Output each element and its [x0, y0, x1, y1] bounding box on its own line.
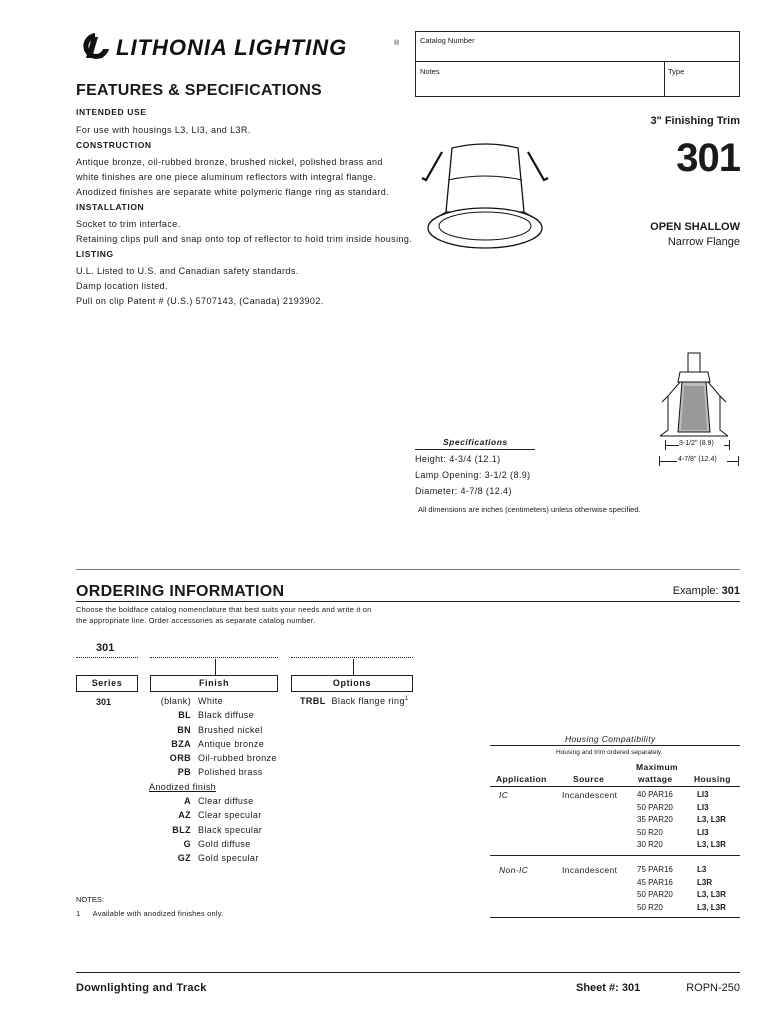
installation-heading: INSTALLATION — [76, 202, 145, 212]
housing-wattage: 50 R20 — [637, 902, 663, 912]
example-value: 301 — [721, 585, 740, 597]
product-subname: Narrow Flange — [667, 236, 740, 248]
finish-item-desc: Polished brass — [198, 767, 263, 778]
dimension-lamp-opening-label: 3-1/2" (8.9) — [679, 440, 714, 447]
finish-item-desc: Antique bronze — [198, 738, 265, 749]
housing-row — [490, 815, 740, 828]
anodized-finish-item-desc: Gold specular — [198, 853, 259, 864]
footer-sheet-number: Sheet #: 301 — [576, 982, 641, 994]
anodized-finish-item — [140, 810, 290, 824]
features-title: FEATURES & SPECIFICATIONS — [76, 82, 323, 99]
anodized-finish-item-desc: Clear specular — [198, 810, 262, 821]
trim-illustration — [412, 140, 562, 255]
option-code: TRBL — [300, 696, 326, 706]
housing-source: Incandescent — [562, 864, 618, 875]
option-desc: Black flange ring — [331, 696, 405, 706]
finish-item-blank: (blank) White — [160, 696, 224, 706]
finish-item — [140, 753, 290, 767]
footer-section-name: Downlighting and Track — [76, 982, 207, 994]
dimension-diameter-label: 4-7/8" (12.4) — [678, 456, 717, 463]
housing-row — [490, 803, 740, 816]
housing-housing: L3R — [697, 877, 713, 887]
anodized-finish-item — [140, 796, 290, 810]
housing-housing: L3, L3R — [697, 840, 726, 850]
dimension-lamp-opening — [665, 440, 730, 450]
anodized-finish-item-code: A — [184, 796, 191, 807]
option-footnote: 1 — [404, 696, 409, 702]
finish-item-code: ORB — [169, 753, 191, 764]
housing-housing: LI3 — [697, 827, 709, 837]
anodized-finish-item-code: AZ — [178, 810, 191, 821]
spec-height: Height: 4-3/4 (12.1) — [415, 454, 501, 464]
construction-text-1: Antique bronze, oil-rubbed bronze, brushed nickel, polished brass and — [76, 157, 383, 167]
intended-use-heading: INTENDED USE — [76, 107, 147, 117]
finish-item-code: BL — [178, 710, 191, 721]
product-number: 301 — [676, 136, 740, 180]
section-divider — [76, 569, 740, 570]
spec-diameter: Diameter: 4-7/8 (12.4) — [415, 486, 512, 496]
anodized-finish-item — [140, 853, 290, 867]
housing-compat-subtitle: Housing and trim ordered separately. — [556, 749, 663, 756]
notes-field[interactable]: Notes — [420, 67, 440, 76]
housing-wattage: 75 PAR16 — [637, 864, 673, 874]
housing-group — [490, 787, 740, 856]
series-column-header: Series — [76, 675, 138, 692]
finish-list — [140, 696, 290, 868]
anodized-finish-item-desc: Clear diffuse — [198, 796, 254, 807]
intended-use-text: For use with housings L3, LI3, and L3R. — [76, 125, 251, 135]
housing-row — [490, 890, 740, 903]
anodized-finish-item-code: GZ — [177, 853, 191, 864]
options-column-header: Options — [291, 675, 413, 692]
housing-housing: L3, L3R — [697, 902, 726, 912]
construction-text-3: Anodized finishes are separate white polymeric flange ring as standard. — [76, 187, 390, 197]
housing-wattage: 50 R20 — [637, 827, 663, 837]
housing-compat-title: Housing Compatibility — [565, 734, 656, 744]
housing-housing: L3, L3R — [697, 815, 726, 825]
housing-wattage: 50 PAR20 — [637, 802, 673, 812]
anodized-finish-item-desc: Black specular — [198, 824, 263, 835]
finishing-trim-label: 3" Finishing Trim — [650, 115, 740, 127]
installation-text-1: Socket to trim interface. — [76, 219, 181, 229]
finish-item — [140, 710, 290, 724]
spec-lamp-opening: Lamp Opening: 3-1/2 (8.9) — [415, 470, 531, 480]
dimensions-note: All dimensions are inches (centimeters) unless otherwise specified. — [418, 505, 641, 514]
listing-text-2: Damp location listed. — [76, 281, 168, 291]
finish-item-desc: Black diffuse — [198, 710, 255, 721]
finish-item-code: BN — [177, 724, 191, 735]
construction-heading: CONSTRUCTION — [76, 140, 152, 150]
anodized-finish-label: Anodized finish — [149, 781, 217, 792]
finish-item — [140, 767, 290, 781]
brand-name: LITHONIA LIGHTING — [116, 35, 348, 60]
listing-heading: LISTING — [76, 249, 114, 259]
dimension-diameter — [659, 456, 739, 466]
options-entry-line[interactable] — [291, 657, 413, 658]
finish-item — [140, 725, 290, 739]
housing-housing: LI3 — [697, 802, 709, 812]
housing-housing: LI3 — [697, 790, 709, 799]
series-item: 301 — [96, 697, 112, 707]
housing-table — [490, 760, 740, 918]
lithonia-logo-icon — [78, 32, 112, 60]
example-line — [673, 585, 740, 597]
finish-item-desc: Brushed nickel — [198, 724, 263, 735]
anodized-finish-item-code: BLZ — [172, 824, 191, 835]
ordering-title: ORDERING INFORMATION — [76, 583, 285, 600]
notes-title: NOTES: — [76, 895, 104, 904]
catalog-number-field[interactable]: Catalog Number — [420, 36, 475, 45]
features-section — [76, 107, 416, 309]
anodized-finish-item-desc: Gold diffuse — [198, 838, 251, 849]
anodized-finish-item — [140, 825, 290, 839]
housing-row — [490, 790, 740, 803]
registered-mark: ® — [394, 40, 400, 47]
housing-housing: L3 — [697, 864, 707, 874]
type-field[interactable]: Type — [668, 67, 685, 76]
listing-text-3: Pull on clip Patent # (U.S.) 5707143, (Canada) 2193902. — [76, 296, 324, 306]
housing-application: IC — [499, 790, 509, 800]
housing-header-row: Application Source Maximum wattage Housing — [490, 760, 740, 787]
installation-text-2: Retaining clips pull and snap onto top of reflector to hold trim inside housing. — [76, 234, 413, 244]
series-entry-value: 301 — [96, 642, 115, 654]
housing-wattage: 40 PAR16 — [637, 790, 673, 799]
construction-text-2: white finishes are one piece aluminum reflectors with integral flange. — [76, 172, 377, 182]
housing-wattage: 50 PAR20 — [637, 890, 673, 900]
finish-item-code: BZA — [171, 738, 191, 749]
series-entry-line[interactable] — [76, 657, 138, 658]
housing-row — [490, 828, 740, 841]
brand-logo — [78, 32, 408, 62]
housing-row — [490, 865, 740, 878]
housing-row — [490, 878, 740, 891]
finish-item-code: PB — [177, 767, 191, 778]
ordering-instructions-2: the appropriate line. Order accessories as separate catalog number. — [76, 616, 316, 625]
ordering-instructions-1: Choose the boldface catalog nomenclature that best suits your needs and write it on — [76, 605, 372, 614]
specifications-title: Specifications — [443, 437, 508, 447]
side-view-drawing — [650, 352, 745, 437]
anodized-finish-item — [140, 839, 290, 853]
footer-code: ROPN-250 — [686, 982, 740, 994]
housing-wattage: 35 PAR20 — [637, 815, 673, 825]
listing-text-1: U.L. Listed to U.S. and Canadian safety standards. — [76, 266, 299, 276]
finish-item — [140, 739, 290, 753]
housing-source: Incandescent — [562, 790, 618, 800]
housing-row — [490, 840, 740, 853]
note-1: 1 Available with anodized finishes only. — [76, 909, 224, 918]
example-label: Example: — [672, 585, 719, 597]
product-name: OPEN SHALLOW — [650, 221, 740, 233]
housing-group — [490, 862, 740, 918]
housing-wattage: 45 PAR16 — [637, 877, 673, 887]
finish-item-desc: Oil-rubbed bronze — [198, 753, 277, 764]
housing-wattage: 30 R20 — [637, 840, 663, 850]
option-item — [300, 696, 409, 706]
anodized-finish-item-code: G — [183, 838, 191, 849]
finish-column-header: Finish — [150, 675, 278, 692]
catalog-info-box — [415, 31, 740, 97]
housing-housing: L3, L3R — [697, 890, 726, 900]
housing-application: Non-IC — [499, 864, 529, 875]
housing-row — [490, 903, 740, 916]
finish-entry-line[interactable] — [150, 657, 278, 658]
